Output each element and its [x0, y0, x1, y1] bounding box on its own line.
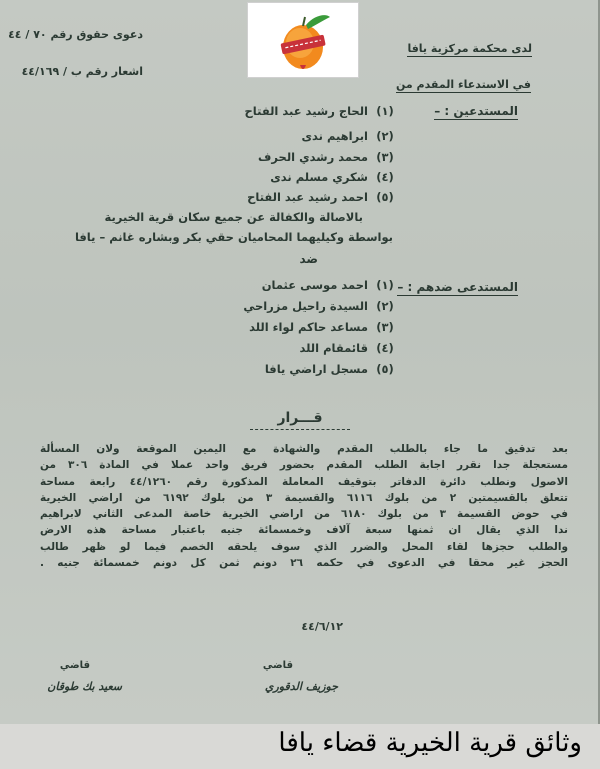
case-number: دعوى حقوق رقم ٧٠ / ٤٤ — [8, 28, 143, 41]
decision-line: في حوض القسيمة ٣ من بلوك ٦١٨٠ من اراضي الخيرية خاصة المدعى الثاني لابراهيم — [40, 508, 568, 521]
decision-body — [40, 441, 568, 571]
applicant-number: (١) — [376, 104, 394, 118]
respondent-name: مسجل اراضي يافا — [264, 362, 368, 376]
applicant-number: (٥) — [376, 190, 394, 204]
applicant-row — [270, 170, 398, 184]
respondent-row — [299, 341, 398, 355]
decision-line: والطلب حجزها لقاء المحل والضرر الذي سوف يلحقه الخصم فيما لو ظهر طالب — [40, 540, 568, 553]
orange-logo-icon — [248, 3, 358, 77]
respondent-number: (٣) — [376, 320, 394, 334]
decision-line: ندا الذي يقال ان ثمنها سبعة آلاف وخمسمائة جنيه باعتبار مساحة هذه الارض — [40, 524, 568, 537]
respondent-row — [262, 278, 398, 292]
judge-title: قاضي — [262, 660, 293, 671]
execution-number: اشعار رقم ب / ٤٤/١٦٩ — [21, 65, 143, 78]
respondent-number: (٢) — [376, 299, 394, 313]
respondent-name: احمد موسى عثمان — [261, 278, 368, 292]
applicant-number: (٣) — [376, 150, 394, 164]
applicants-note: بالاصالة والكفالة عن جميع سكان قرية الخيرية — [104, 210, 363, 224]
applicant-number: (٤) — [376, 170, 394, 184]
applicant-row — [301, 129, 398, 143]
applicant-name: ابراهيم ندى — [301, 129, 368, 143]
decision-line: بعد تدقيق ما جاء بالطلب المقدم والشهادة مع اليمين الموقعة ولان المسألة — [40, 443, 568, 455]
decision-underline — [250, 429, 350, 430]
respondent-name: مساعد حاكم لواء اللد — [249, 320, 368, 334]
respondent-number: (٤) — [376, 341, 394, 355]
applicants-label: المستدعين : – — [434, 104, 518, 118]
judge-title: قاضي — [59, 660, 90, 671]
applicant-name: احمد رشيد عبد الفتاح — [247, 190, 368, 204]
decision-title: قـــرار — [277, 410, 323, 426]
judge-signature: سعيد بك طوقان — [47, 680, 122, 693]
respondent-number: (١) — [376, 278, 394, 292]
judge-signature: جوزيف الدقوري — [264, 680, 338, 693]
decision-date: ٤٤/٦/١٢ — [301, 620, 343, 633]
applicants-lawyers: بواسطة وكيليهما المحاميان حقي بكر وبشاره غانم – يافا — [74, 230, 393, 244]
applicant-name: الحاج رشيد عبد الفتاح — [244, 104, 368, 118]
court-proceeding: في الاستدعاء المقدم من — [395, 78, 531, 91]
logo — [247, 2, 359, 78]
applicant-name: محمد رشدي الحرف — [258, 150, 368, 164]
applicant-row — [245, 104, 398, 118]
respondent-row — [265, 362, 398, 376]
applicant-row — [247, 190, 398, 204]
respondent-name: السيدة راحيل مزراحي — [243, 299, 368, 313]
court-name: لدى محكمة مركزية يافا — [407, 42, 532, 55]
decision-line: مستعجلة جدا نقرر اجابة الطلب المقدم بحضور فريق واحد عملا في المادة ٣٠٦ من — [40, 459, 568, 472]
applicant-row — [258, 150, 398, 164]
decision-line: الحجز غير محقا في الدعوى في حكمه ٢٦ دونم ثمن كل دونم خمسمائة جنيه . — [40, 557, 568, 570]
respondent-row — [243, 299, 398, 313]
decision-line: تتعلق بالقسيمتين ٢ من بلوك ٦١١٦ والقسيمة ٣ من بلوك ٦١٩٢ من اراضي الخيرية — [40, 491, 568, 504]
respondent-name: قائمقام اللد — [299, 341, 368, 355]
respondent-number: (٥) — [376, 362, 394, 376]
applicant-name: شكري مسلم ندى — [270, 170, 368, 184]
applicant-number: (٢) — [376, 129, 394, 143]
page-caption: وثائق قرية الخيرية قضاء يافا — [278, 728, 582, 758]
respondent-row — [249, 320, 398, 334]
respondents-label: المستدعى ضدهم : – — [397, 280, 518, 294]
decision-line: الاصول ونطلب دائرة الدفاتر بتوقيف المعاملة المذكورة رقم ٤٤/١٢٦٠ رابعة مساحة — [40, 475, 568, 488]
versus-label: ضد — [299, 252, 318, 266]
